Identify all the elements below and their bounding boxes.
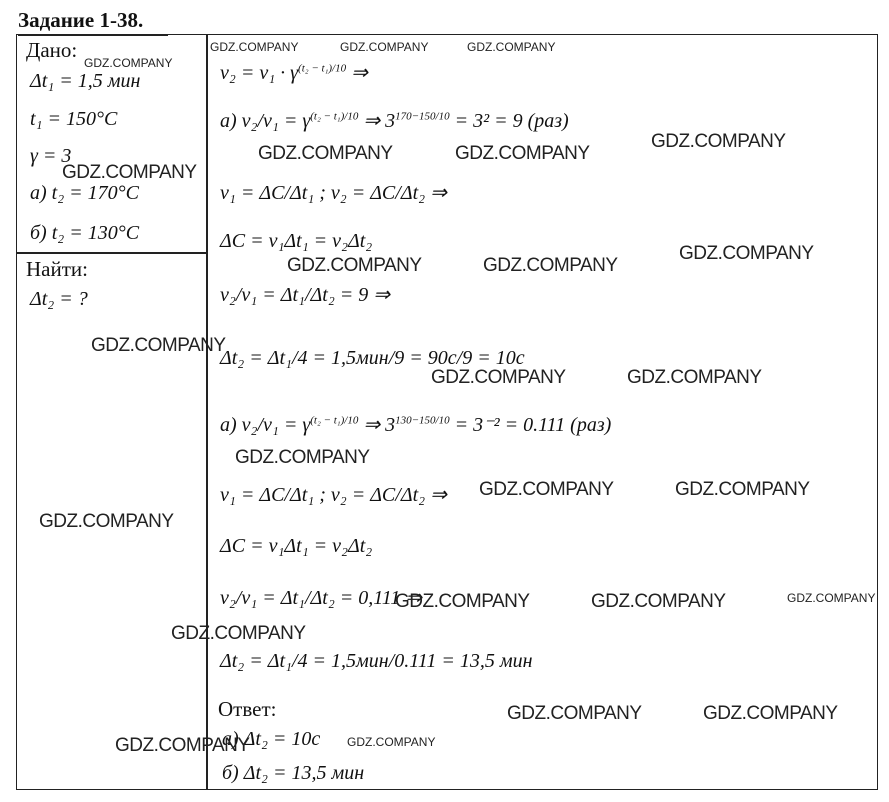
watermark: GDZ.COMPANY	[483, 255, 618, 276]
ratio-text: v₂/v₁ = γ	[241, 414, 311, 436]
given-item-value: = 1,5 мин	[59, 70, 141, 92]
case-a-ratio: а) $v_2/v_1 = \gamma^{(t_2 - t_1)/10}$ ⇒ $3^{170-150/10} = 3^2 = 9$ (раз)	[220, 110, 569, 132]
dt2-b: Δt₂ = Δt₁/4 = 1,5мин/0.111 = 13,5 мин	[220, 650, 533, 672]
watermark: GDZ.COMPANY	[675, 479, 810, 500]
implies-symbol: ⇒	[363, 110, 381, 132]
find-label: Найти:	[26, 257, 88, 281]
task-title: Задание 1-38.	[18, 8, 144, 32]
watermark: GDZ.COMPANY	[627, 367, 762, 388]
answer-label: Ответ:	[218, 697, 277, 721]
answer-b: б) Δt₂ = 13,5 мин	[222, 762, 365, 784]
implies-symbol: ⇒	[363, 414, 381, 436]
watermark: GDZ.COMPANY	[347, 735, 436, 749]
ratio-exponent: (t₂ − t₁)/10	[310, 414, 359, 427]
case-label: а)	[220, 414, 237, 436]
given-item-name: б) t₂	[30, 222, 65, 244]
watermark: GDZ.COMPANY	[431, 367, 566, 388]
case-b-ratio: а) $v_2/v_1 = \gamma^{(t_2 - t_1)/10}$ ⇒ $3^{130-150/10} = 3^{-2} = 0.111$ (раз)	[220, 414, 612, 436]
exp-fraction: 170−150/10	[395, 110, 450, 123]
ratio-a: v₂/v₁ = Δt₁/Δt₂ = 9 ⇒	[220, 284, 391, 306]
watermark: GDZ.COMPANY	[258, 143, 393, 164]
given-find-divider	[16, 252, 208, 254]
watermark: GDZ.COMPANY	[115, 735, 250, 756]
exp-den: 10	[438, 414, 450, 427]
given-item-t2a	[30, 182, 139, 205]
watermark: GDZ.COMPANY	[479, 479, 614, 500]
watermark: GDZ.COMPANY	[651, 131, 786, 152]
given-item-name: t₁	[30, 108, 43, 130]
find-item: Δt₂ = ?	[30, 288, 88, 310]
watermark: GDZ.COMPANY	[235, 447, 370, 468]
watermark: GDZ.COMPANY	[703, 703, 838, 724]
given-item-name: γ	[30, 145, 38, 167]
watermark: GDZ.COMPANY	[84, 56, 173, 70]
watermark: GDZ.COMPANY	[91, 335, 226, 356]
formula-vant-hoff	[220, 60, 368, 85]
watermark: GDZ.COMPANY	[455, 143, 590, 164]
watermark: GDZ.COMPANY	[467, 40, 556, 54]
watermark: GDZ.COMPANY	[340, 40, 429, 54]
formula-text: v₂ = v₁ · γ	[220, 62, 299, 84]
given-item-value: = 3	[42, 145, 72, 167]
result-text: = 3⁻² = 0.111 (раз)	[454, 414, 612, 436]
case-label: а)	[220, 110, 237, 132]
given-item-dt1	[30, 70, 140, 93]
given-item-t1	[30, 108, 117, 131]
given-item-name: а) t₂	[30, 182, 65, 204]
ratio-exponent: (t₂ − t₁)/10	[310, 110, 359, 123]
given-item-t2b	[30, 222, 139, 245]
exp-num: 170−150	[395, 110, 436, 123]
concentration-change: ΔC = v₁Δt₁ = v₂Δt₂	[220, 230, 373, 252]
ratio-text: v₂/v₁ = γ	[241, 110, 311, 132]
watermark: GDZ.COMPANY	[507, 703, 642, 724]
given-item-value: = 170°C	[69, 182, 140, 204]
watermark: GDZ.COMPANY	[679, 243, 814, 264]
watermark: GDZ.COMPANY	[171, 623, 306, 644]
given-item-value: = 150°C	[47, 108, 118, 130]
watermark: GDZ.COMPANY	[62, 162, 197, 183]
exp-den: 10	[438, 110, 450, 123]
exp-num: 130−150	[395, 414, 436, 427]
answer-a: а) Δt₂ = 10с	[222, 728, 321, 750]
watermark: GDZ.COMPANY	[591, 591, 726, 612]
rate-definition: v₁ = ΔC/Δt₁ ; v₂ = ΔC/Δt₂ ⇒	[220, 182, 447, 204]
watermark: GDZ.COMPANY	[787, 591, 876, 605]
watermark: GDZ.COMPANY	[39, 511, 174, 532]
result-text: = 3² = 9 (раз)	[454, 110, 569, 132]
watermark: GDZ.COMPANY	[210, 40, 299, 54]
watermark: GDZ.COMPANY	[395, 591, 530, 612]
dt2-a: Δt₂ = Δt₁/4 = 1,5мин/9 = 90с/9 = 10с	[220, 347, 525, 369]
given-item-value: = 130°C	[69, 222, 140, 244]
implies-symbol: ⇒	[351, 62, 368, 84]
exp-fraction: 130−150/10	[395, 414, 450, 427]
concentration-change-b: ΔC = v₁Δt₁ = v₂Δt₂	[220, 535, 373, 557]
watermark: GDZ.COMPANY	[287, 255, 422, 276]
ratio-b: v₂/v₁ = Δt₁/Δt₂ = 0,111 ⇒	[220, 587, 423, 609]
column-divider	[206, 34, 208, 790]
formula-exponent: (t₂ − t₁)/10	[298, 62, 347, 75]
rate-definition-b: v₁ = ΔC/Δt₁ ; v₂ = ΔC/Δt₂ ⇒	[220, 484, 447, 506]
given-item-name: Δt₁	[30, 70, 55, 92]
given-label: Дано:	[26, 38, 78, 62]
